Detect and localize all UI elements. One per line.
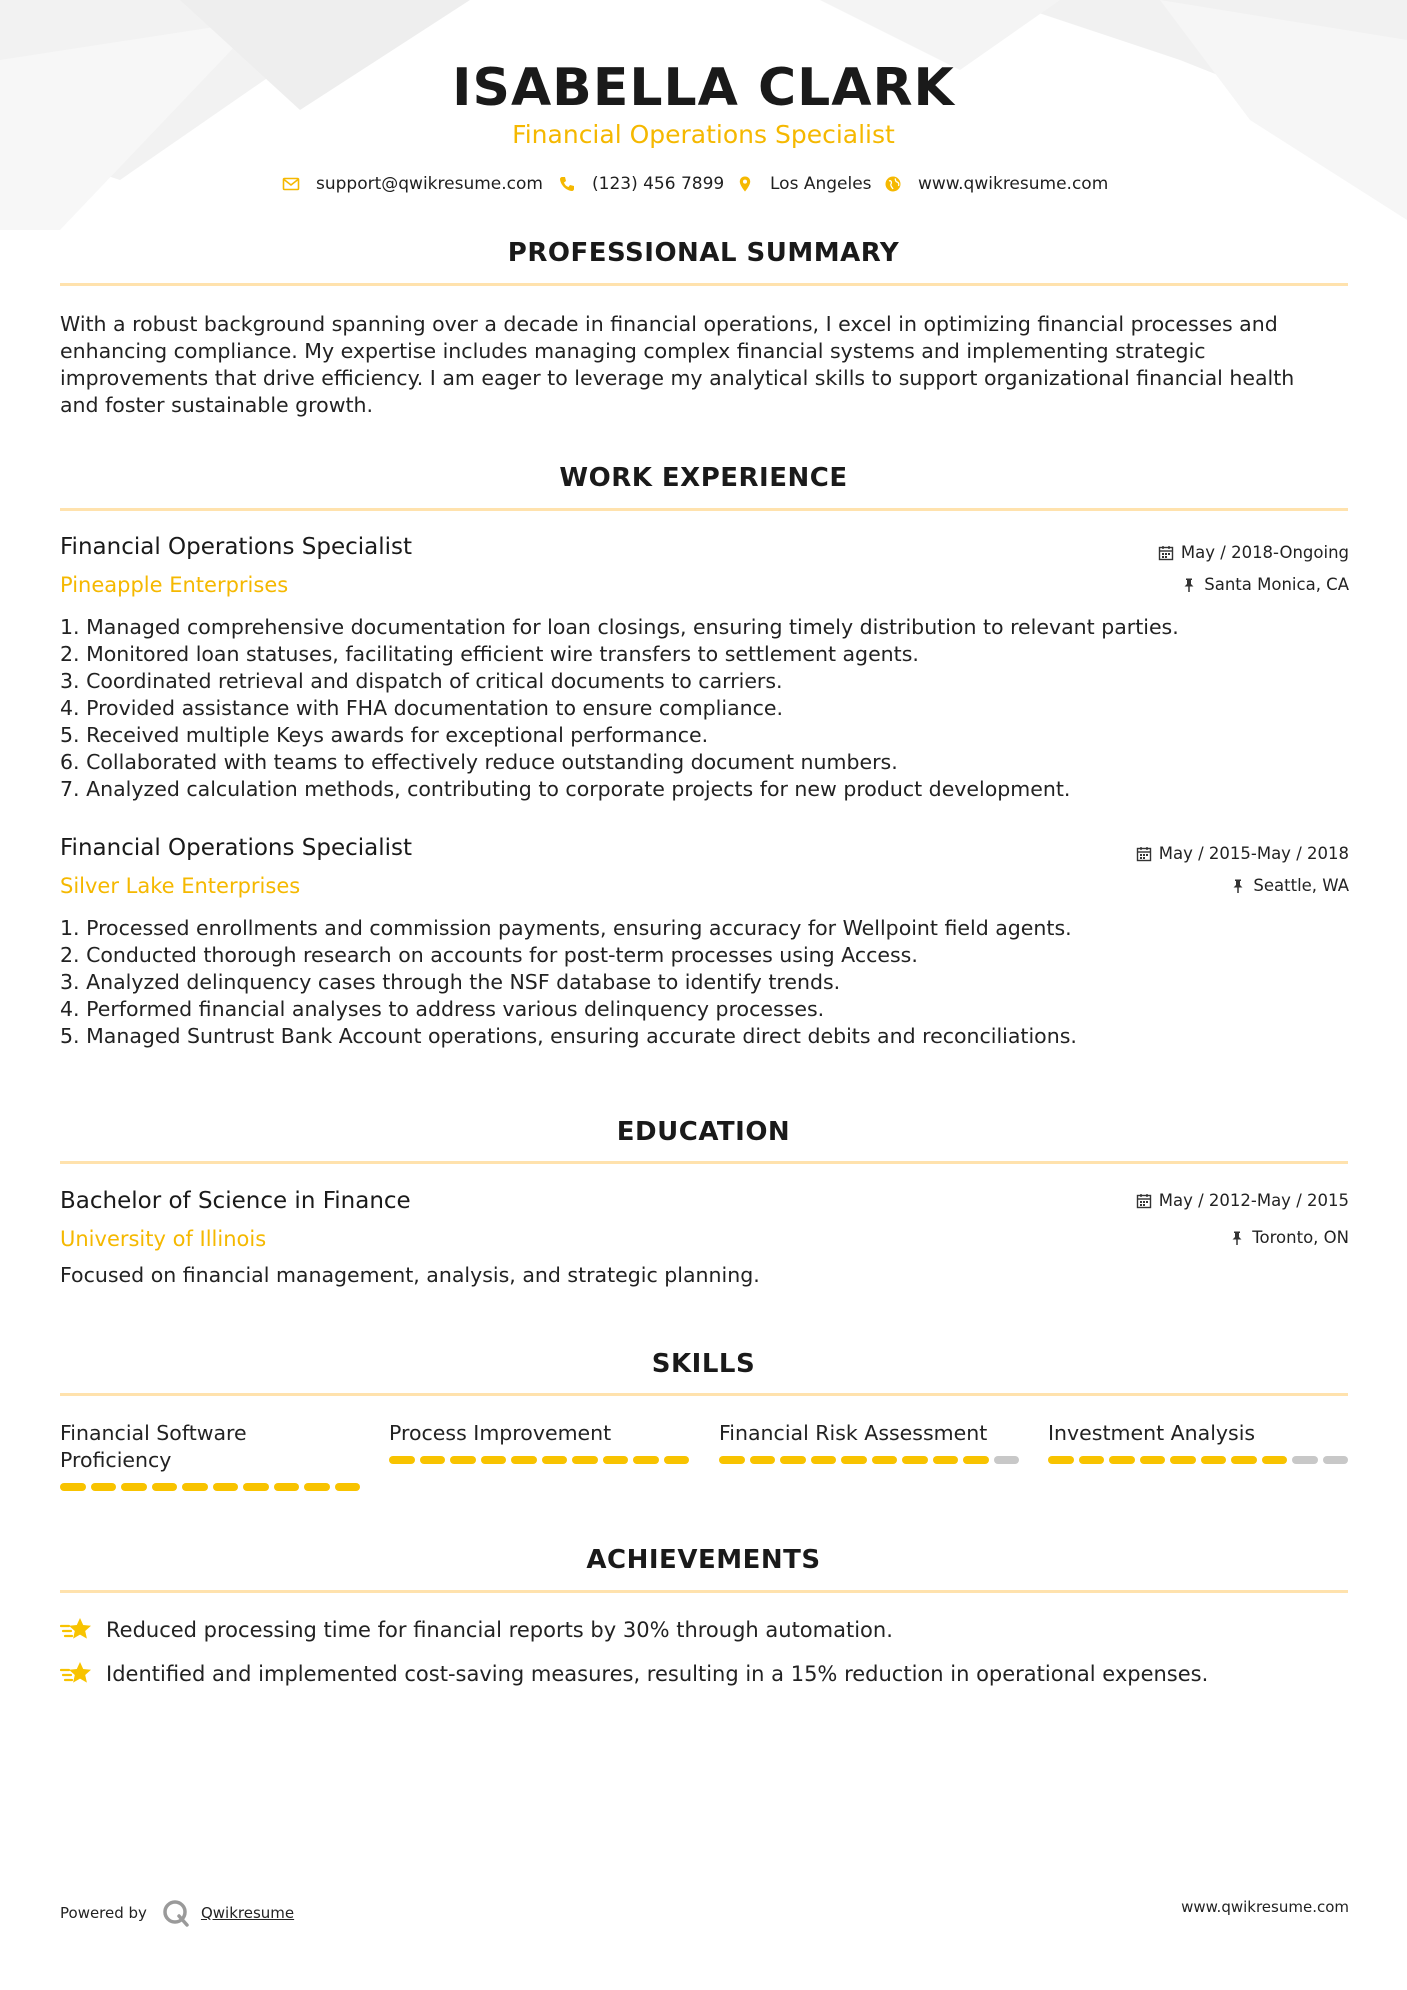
achievement-text: Identified and implemented cost-saving measures, resulting in a 15% reduction in operational expenses. xyxy=(106,1662,1209,1686)
skill-level-segment-filled xyxy=(420,1456,446,1464)
footer-website[interactable]: www.qwikresume.com xyxy=(1181,1898,1349,1916)
contact-website-text: www.qwikresume.com xyxy=(918,174,1109,194)
education-school: University of Illinois xyxy=(60,1227,267,1251)
contact-phone[interactable] xyxy=(558,172,724,196)
job-location xyxy=(1181,575,1349,594)
list-item: 4. Provided assistance with FHA documentation to ensure compliance. xyxy=(60,696,784,720)
footer-powered-by xyxy=(60,1898,294,1928)
list-item: 7. Analyzed calculation methods, contributing to corporate projects for new product development. xyxy=(60,777,1071,801)
skill-level-segment-filled xyxy=(511,1456,537,1464)
education-location-text: Toronto, ON xyxy=(1252,1228,1349,1247)
education-degree: Bachelor of Science in Finance xyxy=(60,1188,411,1214)
skill-level-segment-filled xyxy=(1231,1456,1257,1464)
calendar-icon xyxy=(1158,545,1174,561)
skill-level-segment-filled xyxy=(1201,1456,1227,1464)
skill-item xyxy=(389,1420,689,1474)
pushpin-icon xyxy=(1230,878,1246,894)
section-divider xyxy=(60,1393,1348,1396)
list-item: 5. Managed Suntrust Bank Account operations, ensuring accurate direct debits and reconciliations. xyxy=(60,1024,1077,1048)
phone-icon xyxy=(558,175,576,193)
skill-level-segment-filled xyxy=(542,1456,568,1464)
skill-level-segment-filled xyxy=(902,1456,928,1464)
contact-location xyxy=(736,172,872,196)
skill-level-segment-filled xyxy=(811,1456,837,1464)
education-description: Focused on financial management, analysis, and strategic planning. xyxy=(60,1263,760,1287)
job-location xyxy=(1230,876,1349,895)
skill-level-segment-filled xyxy=(304,1483,330,1491)
summary-line: improvements that drive efficiency. I am eager to leverage my analytical skills to support organizational financial health xyxy=(60,366,1295,390)
achievement-item xyxy=(60,1615,893,1645)
skill-level-segment-filled xyxy=(60,1483,86,1491)
list-item: 1. Managed comprehensive documentation for loan closings, ensuring timely distribution to relevant parties. xyxy=(60,615,1179,639)
list-item: 3. Coordinated retrieval and dispatch of critical documents to carriers. xyxy=(60,669,783,693)
skill-level-bar xyxy=(719,1456,1019,1464)
skill-level-segment-filled xyxy=(1109,1456,1135,1464)
job-company: Silver Lake Enterprises xyxy=(60,874,301,898)
skill-level-segment-filled xyxy=(121,1483,147,1491)
job-dates xyxy=(1136,844,1349,863)
list-item: 4. Performed financial analyses to address various delinquency processes. xyxy=(60,997,825,1021)
calendar-icon xyxy=(1136,1193,1152,1209)
email-icon xyxy=(282,175,300,193)
skill-item xyxy=(1048,1420,1348,1474)
skill-level-segment-filled xyxy=(1048,1456,1074,1464)
star-icon xyxy=(60,1659,94,1689)
qwikresume-logo-icon xyxy=(161,1898,191,1928)
section-title-experience: WORK EXPERIENCE xyxy=(559,463,848,493)
section-divider xyxy=(60,508,1348,511)
skill-level-segment-filled xyxy=(1262,1456,1288,1464)
skill-level-segment-filled xyxy=(1079,1456,1105,1464)
achievement-text: Reduced processing time for financial reports by 30% through automation. xyxy=(106,1618,893,1642)
section-title-summary: PROFESSIONAL SUMMARY xyxy=(507,238,900,268)
education-dates xyxy=(1136,1191,1349,1210)
list-item: 5. Received multiple Keys awards for exceptional performance. xyxy=(60,723,709,747)
skill-level-segment-filled xyxy=(152,1483,178,1491)
skill-level-segment-filled xyxy=(603,1456,629,1464)
summary-line: enhancing compliance. My expertise includes managing complex financial systems and implementing strategic xyxy=(60,339,1206,363)
skill-level-segment-filled xyxy=(750,1456,776,1464)
list-item: 3. Analyzed delinquency cases through the NSF database to identify trends. xyxy=(60,970,841,994)
skill-name: Financial Software Proficiency xyxy=(60,1421,247,1472)
summary-text xyxy=(60,311,1350,419)
job-dates-text: May / 2018-Ongoing xyxy=(1180,543,1349,562)
education-location xyxy=(1229,1228,1349,1247)
candidate-title: Financial Operations Specialist xyxy=(512,120,895,149)
skill-level-segment-empty xyxy=(994,1456,1020,1464)
list-item: 2. Monitored loan statuses, facilitating efficient wire transfers to settlement agents. xyxy=(60,642,919,666)
section-title-achievements: ACHIEVEMENTS xyxy=(586,1545,821,1575)
summary-line: With a robust background spanning over a decade in financial operations, I excel in optimizing financial processes and xyxy=(60,312,1278,336)
calendar-icon xyxy=(1136,846,1152,862)
skill-level-segment-filled xyxy=(780,1456,806,1464)
list-item: 1. Processed enrollments and commission payments, ensuring accuracy for Wellpoint field agents. xyxy=(60,916,1072,940)
skill-level-bar xyxy=(389,1456,689,1464)
job-dates-text: May / 2015-May / 2018 xyxy=(1158,844,1349,863)
skill-level-segment-filled xyxy=(719,1456,745,1464)
contact-website[interactable] xyxy=(884,172,1108,196)
pushpin-icon xyxy=(1229,1230,1245,1246)
skill-level-segment-filled xyxy=(243,1483,269,1491)
skill-level-segment-filled xyxy=(872,1456,898,1464)
qwikresume-link[interactable]: Qwikresume xyxy=(200,1904,295,1922)
skill-item xyxy=(60,1420,360,1474)
skill-level-bar xyxy=(1048,1456,1348,1464)
skill-item xyxy=(719,1420,1019,1474)
section-title-education: EDUCATION xyxy=(616,1117,791,1147)
skill-level-segment-empty xyxy=(1292,1456,1318,1464)
skill-level-segment-filled xyxy=(572,1456,598,1464)
job-title: Financial Operations Specialist xyxy=(60,534,413,560)
skill-level-segment-filled xyxy=(213,1483,239,1491)
skill-name: Process Improvement xyxy=(389,1421,612,1445)
list-item: 2. Conducted thorough research on accounts for post-term processes using Access. xyxy=(60,943,918,967)
skill-level-segment-filled xyxy=(841,1456,867,1464)
skill-level-segment-filled xyxy=(633,1456,659,1464)
section-divider xyxy=(60,283,1348,286)
section-divider xyxy=(60,1161,1348,1164)
star-icon xyxy=(60,1615,94,1645)
job-responsibilities xyxy=(60,614,1350,803)
skill-level-segment-filled xyxy=(963,1456,989,1464)
skill-level-segment-filled xyxy=(274,1483,300,1491)
skill-level-segment-filled xyxy=(1170,1456,1196,1464)
skill-level-segment-filled xyxy=(335,1483,361,1491)
map-marker-icon xyxy=(736,175,754,193)
contact-location-text: Los Angeles xyxy=(770,174,872,194)
job-dates xyxy=(1158,543,1349,562)
job-company: Pineapple Enterprises xyxy=(60,573,289,597)
skill-name: Financial Risk Assessment xyxy=(719,1421,988,1445)
skill-level-segment-empty xyxy=(1323,1456,1349,1464)
pushpin-icon xyxy=(1181,577,1197,593)
job-location-text: Seattle, WA xyxy=(1253,876,1349,895)
skill-level-segment-filled xyxy=(1140,1456,1166,1464)
globe-icon xyxy=(884,175,902,193)
contact-email-text: support@qwikresume.com xyxy=(316,174,543,194)
skill-level-segment-filled xyxy=(450,1456,476,1464)
skill-name: Investment Analysis xyxy=(1048,1421,1256,1445)
skill-level-segment-filled xyxy=(389,1456,415,1464)
contact-email[interactable] xyxy=(282,172,543,196)
skill-level-segment-filled xyxy=(481,1456,507,1464)
section-divider xyxy=(60,1590,1348,1593)
summary-line: and foster sustainable growth. xyxy=(60,393,374,417)
skill-level-segment-filled xyxy=(933,1456,959,1464)
achievement-item xyxy=(60,1659,1208,1689)
skill-level-bar xyxy=(60,1483,360,1491)
job-title: Financial Operations Specialist xyxy=(60,835,413,861)
education-dates-text: May / 2012-May / 2015 xyxy=(1158,1191,1349,1210)
skill-level-segment-filled xyxy=(182,1483,208,1491)
candidate-name: ISABELLA CLARK xyxy=(452,58,955,118)
skill-level-segment-filled xyxy=(91,1483,117,1491)
section-title-skills: SKILLS xyxy=(651,1349,756,1379)
job-location-text: Santa Monica, CA xyxy=(1204,575,1349,594)
job-responsibilities xyxy=(60,915,1350,1050)
skill-level-segment-filled xyxy=(664,1456,690,1464)
powered-by-label: Powered by xyxy=(60,1904,147,1922)
contact-phone-text: (123) 456 7899 xyxy=(592,174,725,194)
list-item: 6. Collaborated with teams to effectively reduce outstanding document numbers. xyxy=(60,750,898,774)
